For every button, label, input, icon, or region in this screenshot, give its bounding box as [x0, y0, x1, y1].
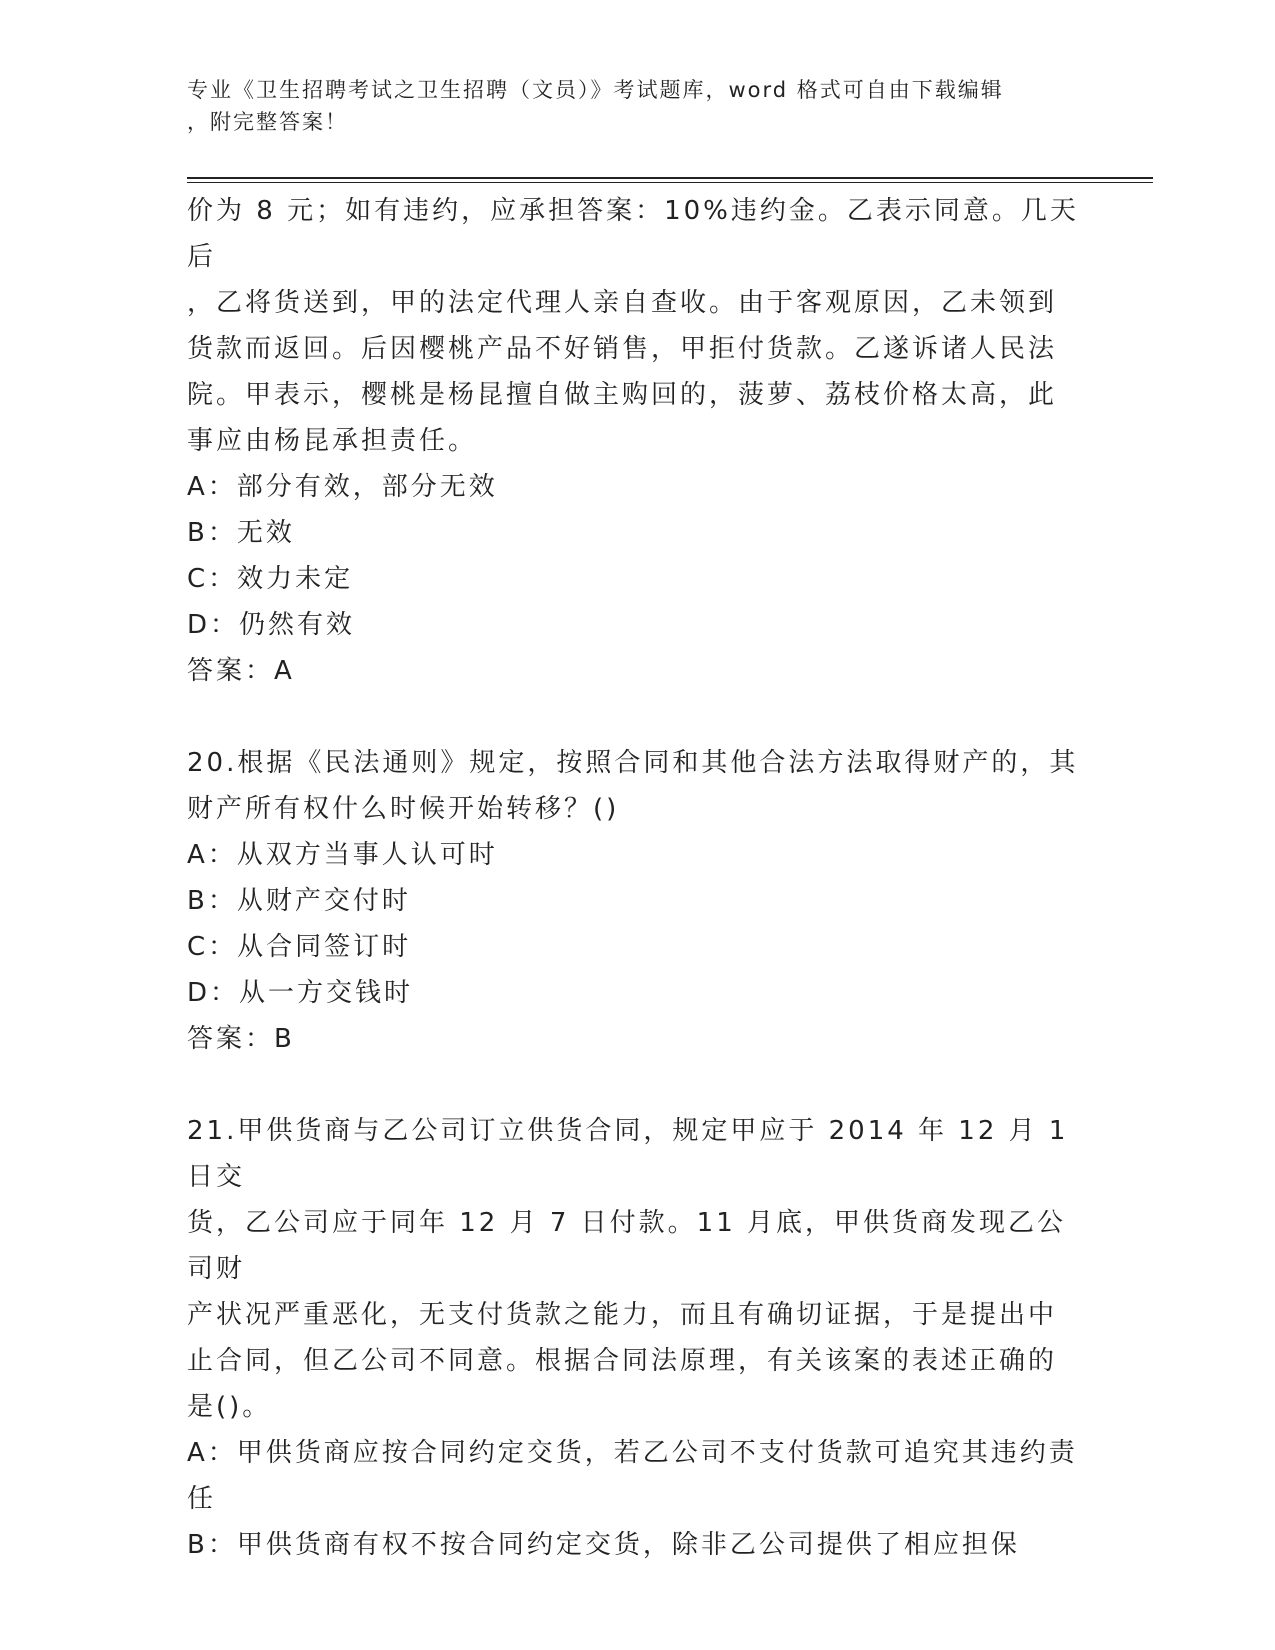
option-a: A：部分有效，部分无效	[187, 472, 498, 502]
option-b: B：无效	[187, 518, 295, 548]
option-c: C：效力未定	[187, 564, 354, 594]
spacer	[187, 1062, 1087, 1108]
option-d: D：仍然有效	[187, 610, 356, 640]
header-line-2: ，附完整答案！	[187, 110, 348, 134]
question-text-line: 产状况严重恶化，无支付货款之能力，而且有确切证据，于是提出中	[187, 1300, 1058, 1330]
question-text-line: 事应由杨昆承担责任。	[187, 426, 478, 456]
answer-line: 答案：A	[187, 656, 295, 686]
spacer	[187, 694, 1087, 740]
question-text-line: 价为 8 元；如有违约，应承担答案：10%违约金。乙表示同意。几天后	[187, 196, 1079, 272]
question-text-line: 院。甲表示，樱桃是杨昆擅自做主购回的，菠萝、荔枝价格太高，此	[187, 380, 1058, 410]
header-line-1: 专业《卫生招聘考试之卫生招聘（文员）》考试题库，word 格式可自由下载编辑	[187, 78, 1004, 102]
question-21	[187, 1108, 1087, 1568]
question-20	[187, 740, 1087, 1062]
question-text-line: 是()。	[187, 1392, 272, 1422]
option-a-continued: 任	[187, 1484, 217, 1514]
option-b: B：甲供货商有权不按合同约定交货，除非乙公司提供了相应担保	[187, 1530, 1020, 1560]
option-b: B：从财产交付时	[187, 886, 411, 916]
option-a: A：从双方当事人认可时	[187, 840, 498, 870]
answer-line: 答案：B	[187, 1024, 295, 1054]
option-a: A：甲供货商应按合同约定交货，若乙公司不支付货款可追究其违约责	[187, 1438, 1078, 1468]
question-text-line: ，乙将货送到，甲的法定代理人亲自查收。由于客观原因，乙未领到	[187, 288, 1058, 318]
option-c: C：从合同签订时	[187, 932, 412, 962]
header-divider-thin	[187, 182, 1153, 183]
question-text-line: 止合同，但乙公司不同意。根据合同法原理，有关该案的表述正确的	[187, 1346, 1058, 1376]
question-text-line: 21.甲供货商与乙公司订立供货合同，规定甲应于 2014 年 12 月 1 日交	[187, 1116, 1069, 1192]
question-text-line: 20.根据《民法通则》规定，按照合同和其他合法方法取得财产的，其	[187, 748, 1079, 778]
document-body	[187, 188, 1087, 1568]
document-header	[187, 74, 1077, 138]
option-d: D：从一方交钱时	[187, 978, 414, 1008]
header-divider-thick	[187, 177, 1153, 179]
question-text-line: 货款而返回。后因樱桃产品不好销售，甲拒付货款。乙遂诉诸人民法	[187, 334, 1058, 364]
question-text-line: 财产所有权什么时候开始转移？()	[187, 794, 620, 824]
question-text-line: 货，乙公司应于同年 12 月 7 日付款。11 月底，甲供货商发现乙公司财	[187, 1208, 1067, 1284]
question-19	[187, 188, 1087, 694]
